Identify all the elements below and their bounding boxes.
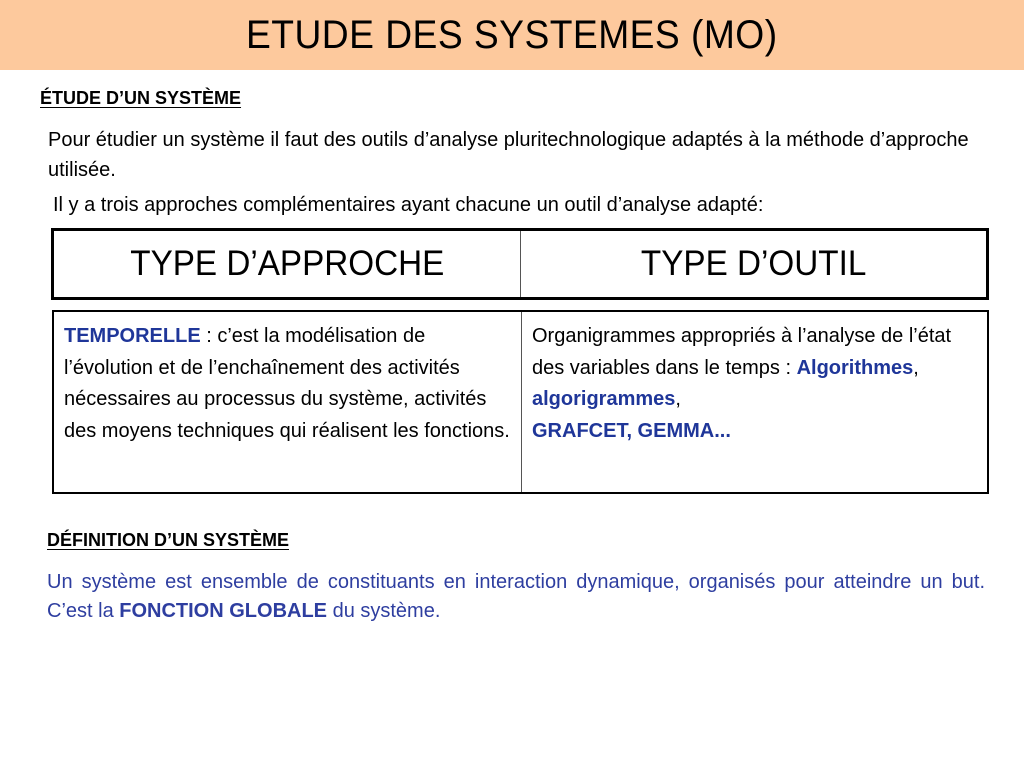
tool-algorigrammes: algorigrammes <box>532 388 676 410</box>
approach-table-body <box>52 310 989 494</box>
tools-description: Organigrammes appropriés à l’analyse de l’état des variables dans le temps : <box>532 325 952 379</box>
tool-separator-2: , <box>675 388 681 410</box>
section-heading-etude: ÉTUDE D’UN SYSTÈME <box>40 88 242 108</box>
header-approach-label: TYPE D’APPROCHE <box>129 244 445 283</box>
section-heading-definition: DÉFINITION D’UN SYSTÈME <box>47 530 290 550</box>
intro-paragraph: Pour étudier un système il faut des outils d’analyse pluritechnologique adaptés à la méthode d’approche utilisée. <box>48 129 969 181</box>
cell-temporal-tools <box>522 312 987 492</box>
temporal-keyword: TEMPORELLE <box>64 325 201 347</box>
definition-text: Un système est ensemble de constituants en interaction dynamique, organisés pour atteindre un but. C’est la <box>47 571 985 622</box>
cell-temporal-approach <box>54 312 522 492</box>
tool-separator: , <box>913 356 919 379</box>
page-title: ETUDE DES SYSTEMES (MO) <box>246 12 778 57</box>
tool-grafcet-gemma: GRAFCET, GEMMA... <box>532 419 731 442</box>
header-tool-type <box>521 231 986 297</box>
header-tool-label: TYPE D’OUTIL <box>640 244 867 283</box>
tool-algorithmes: Algorithmes <box>796 356 914 379</box>
definition-paragraph <box>47 568 985 626</box>
header-approach-type <box>54 231 521 297</box>
definition-text-end: du système. <box>327 600 441 622</box>
definition-emphasis: FONCTION GLOBALE <box>119 600 328 622</box>
temporal-description: : c’est la modélisation de l’évolution et de l’enchaînement des activités nécessaires au processus du système, activités des moyens techniques qui réalisent les fonctions. <box>64 325 510 442</box>
approaches-paragraph: Il y a trois approches complémentaires ayant chacune un outil d’analyse adapté: <box>53 194 764 216</box>
approach-table-header <box>51 228 989 300</box>
title-bar <box>0 0 1024 70</box>
